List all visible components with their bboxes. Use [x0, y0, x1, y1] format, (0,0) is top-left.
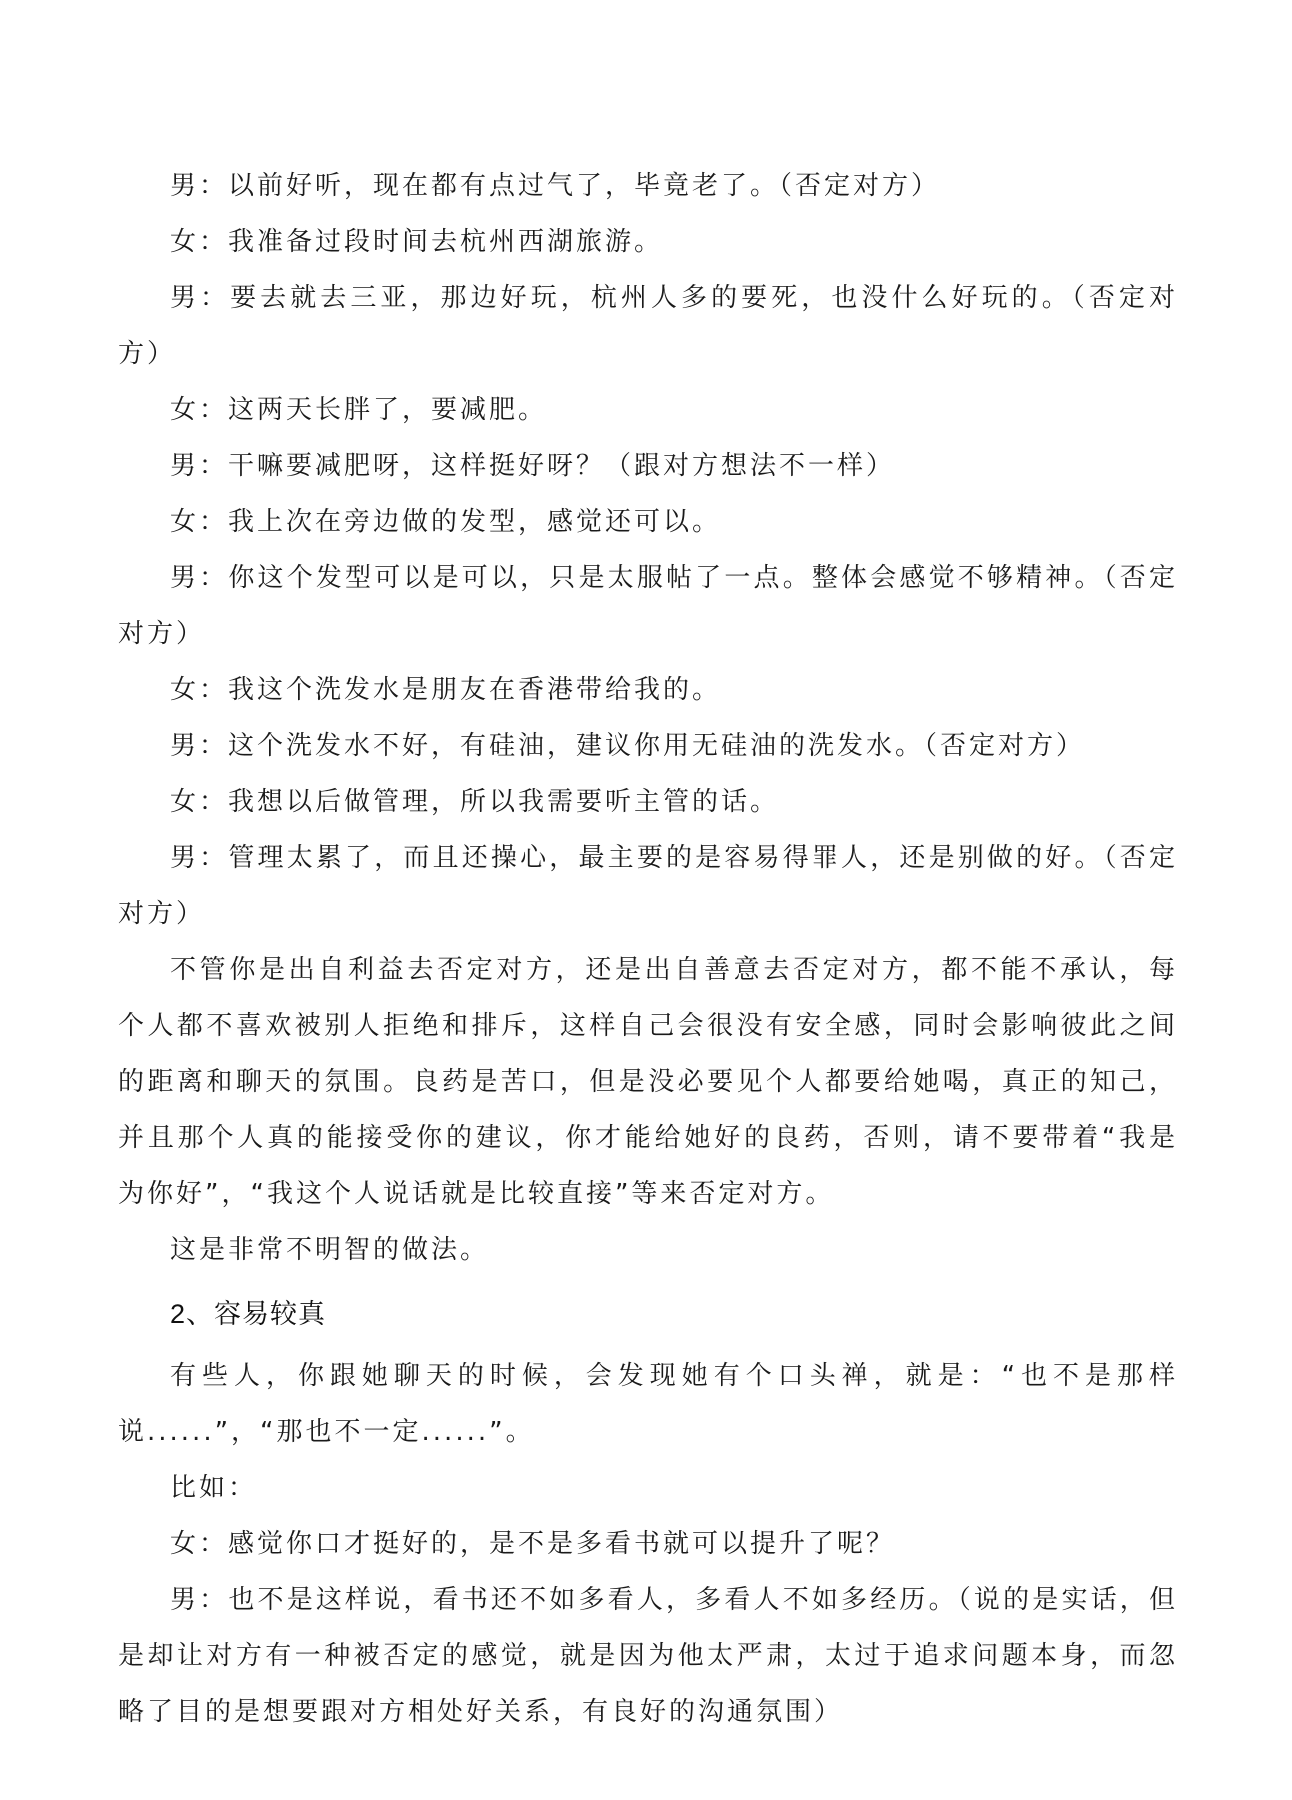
dialogue-line: 男：以前好听，现在都有点过气了，毕竟老了。（否定对方）	[170, 171, 941, 201]
document-body	[118, 158, 1178, 1740]
dialogue-line: 男：这个洗发水不好，有硅油，建议你用无硅油的洗发水。（否定对方）	[170, 731, 1086, 761]
dialogue-line: 女：感觉你口才挺好的，是不是多看书就可以提升了呢？	[170, 1529, 896, 1559]
dialogue-line: 男：也不是这样说，看书还不如多看人，多看人不如多经历。（说的是实话，但是却让对方有一种被否定的感觉，就是因为他太严肃，太过于追求问题本身，而忽略了目的是想要跟对方相处好关系，有良好的沟通氛围）	[118, 1585, 1178, 1727]
body-paragraph: 比如：	[170, 1473, 258, 1503]
dialogue-line: 女：我上次在旁边做的发型，感觉还可以。	[170, 507, 722, 537]
dialogue-line: 女：我准备过段时间去杭州西湖旅游。	[170, 227, 664, 257]
dialogue-line: 女：我这个洗发水是朋友在香港带给我的。	[170, 675, 722, 705]
dialogue-line: 男：管理太累了，而且还操心，最主要的是容易得罪人，还是别做的好。（否定对方）	[118, 843, 1178, 929]
section-heading: 2、容易较真	[170, 1299, 327, 1329]
body-paragraph: 这是非常不明智的做法。	[170, 1235, 490, 1265]
body-paragraph: 有些人，你跟她聊天的时候，会发现她有个口头禅，就是：“也不是那样说......”，“那也不一定......”。	[118, 1361, 1178, 1447]
dialogue-line: 女：这两天长胖了，要减肥。	[170, 395, 548, 425]
dialogue-line: 女：我想以后做管理，所以我需要听主管的话。	[170, 787, 780, 817]
dialogue-line: 男：你这个发型可以是可以，只是太服帖了一点。整体会感觉不够精神。（否定对方）	[118, 563, 1178, 649]
dialogue-line: 男：干嘛要减肥呀，这样挺好呀？（跟对方想法不一样）	[170, 451, 896, 481]
dialogue-line: 男：要去就去三亚，那边好玩，杭州人多的要死，也没什么好玩的。（否定对方）	[118, 283, 1178, 369]
body-paragraph: 不管你是出自利益去否定对方，还是出自善意去否定对方，都不能不承认，每个人都不喜欢被别人拒绝和排斥，这样自己会很没有安全感，同时会影响彼此之间的距离和聊天的氛围。良药是苦口，但是没必要见个人都要给她喝，真正的知己，并且那个人真的能接受你的建议，你才能给她好的良药，否则，请不要带着“我是为你好”，“我这个人说话就是比较直接”等来否定对方。	[118, 955, 1178, 1209]
